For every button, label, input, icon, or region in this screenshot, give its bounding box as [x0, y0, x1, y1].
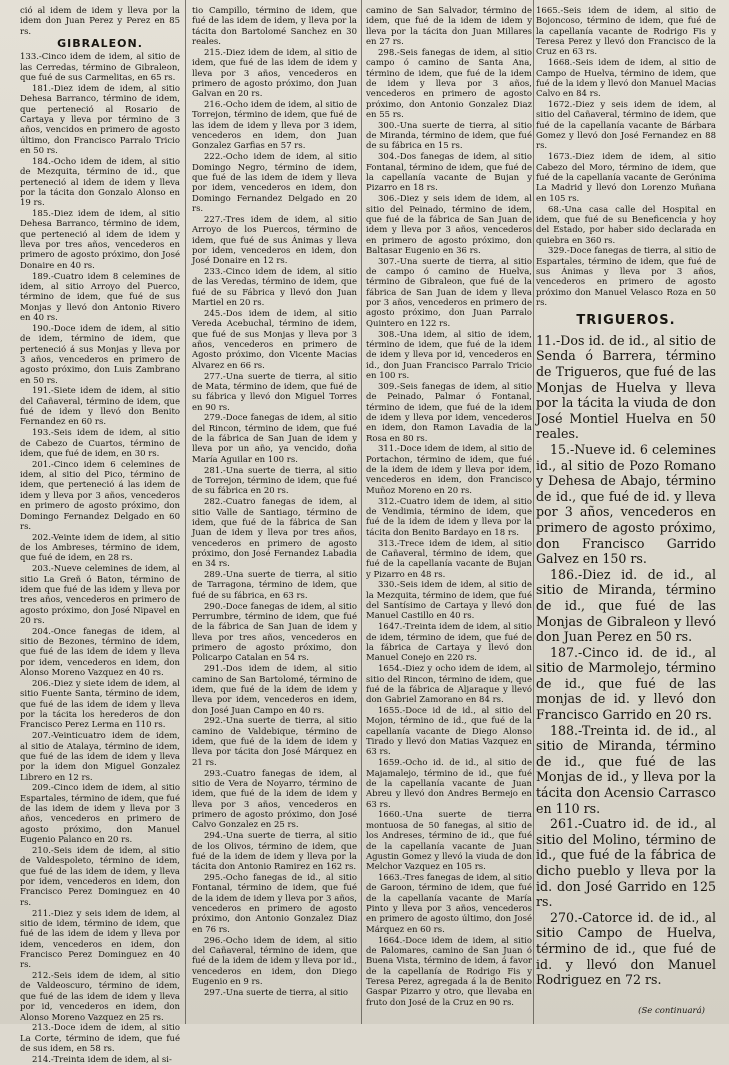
property-listing: 329.-Doce fanegas de tierra, al sitio de Espartales, término de idem, que fué de sus Ánimas y lleva por 3 años, vencederos en primero de agosto próximo don Manuel Velasco Roza en 50 rs.	[536, 246, 716, 309]
property-listing: 201.-Cinco idem 6 celemines de idem, al sitio del Pico, término de idem, que perteneció á las idem de idem y lleva por 3 años, vencederos en primero de agosto próximo, don Domingo Fernandez Delgado en 60 rs.	[20, 459, 180, 532]
property-listing: 1660.-Una suerte de tierra montuosa de 50 fanegas, al sitio de los Andreses, término de id., que fué de la capellanía vacante de Juan Agustin Gomez y llevó la viuda de don Melchor Vazquez en 105 rs.	[366, 810, 532, 873]
property-listing: 313.-Trece idem de idem, al sitio de Cañaveral, término de idem, que fué de la capellanía vacante de Bujan y Pizarro en 48 rs.	[366, 538, 532, 580]
listing-group-large	[536, 333, 716, 988]
property-listing: 211.-Diez y seis idem de idem, al sitio de idem, término de idem, que fué de las idem de idem y lleva por idem, vencederos en idem, don Francisco Perez Dominguez en 40 rs.	[20, 908, 180, 971]
column-rule	[533, 0, 534, 1024]
property-listing: 207.-Veinticuatro idem de idem, al sitio de Atalaya, término de idem, que fué de las idem de idem y lleva por la idem don Miguel Gonzalez Librero en 12 rs.	[20, 731, 180, 783]
property-listing: 291.-Dos idem de idem, al sitio camino de San Bartolomé, término de idem, que fué de la idem de idem y lleva por idem, vencederos en idem, don José Juan Campo en 40 rs.	[192, 664, 357, 716]
property-listing: 292.-Una suerte de tierra, al sitio camino de Valdebique, término de idem, que fué de la idem de idem y lleva por tácita don José Márquez en 21 rs.	[192, 716, 357, 768]
property-listing: 306.-Diez y seis idem de idem, al sitio del Peinado, término de idem, que fué de la fábrica de San Juan de idem y lleva por 3 años, vencederos en primero de agosto próximo, don Baltasar Eugenio en 36 rs.	[366, 194, 532, 256]
property-listing: 293.-Cuatro fanegas de idem, al sitio de Vera de Noyarro, término de idem, que fué de la idem de idem y lleva por 3 años, vencederos en primero de agosto próximo, don José Calvo Gonzalez en 25 rs.	[192, 768, 357, 831]
property-listing: 186.-Diez id. de id., al sitio de Miranda, término de id., que fué de las Monjas de Gibraleon y llevó don Juan Perez en 50 rs.	[536, 566, 716, 645]
property-listing: 215.-Diez idem de idem, al sitio de idem, que fué de las idem de idem y lleva por 3 años, vencederos en primero de agosto próximo, don Juan Galvan en 20 rs.	[192, 47, 357, 100]
property-listing: 261.-Cuatro id. de id., al sitio del Molino, término de id., que fué de la fábrica de dicho pueblo y lleva por la id. don José Garrido en 125 rs.	[536, 816, 716, 910]
property-listing: 191.-Siete idem de idem, al sitio del Cañaveral, término de idem, que fué de idem y llevó don Benito Fernandez en 60 rs.	[20, 386, 180, 428]
property-listing: 1664.-Doce idem de idem, al sitio de Palomares, camino de San Juan ó Buena Vista, término de idem, á favor de la capellanía de Rodrigo Fis y Teresa Perez, agregada á la de Benito Gaspar Pizarro y otro, que llevaba en fruto don José de la Cruz en 90 rs.	[366, 935, 532, 1008]
property-listing: 1659.-Ocho id. de id., al sitio de Majamalejo, término de id., que fué de la capellanía vacante de Juan Abreu y llevó don Andres Bermejo en 63 rs.	[366, 758, 532, 810]
property-listing: 203.-Nueve celemines de idem, al sitio La Greñ ó Baton, término de idem que fué de las idem y lleva por tres años, vencederos en primero de agosto próximo, don José Nipavel en 20 rs.	[20, 564, 180, 626]
property-listing: 15.-Nueve id. 6 celemines id., al sitio de Pozo Romano y Dehesa de Abajo, término de id., que fué de id. y lleva por 3 años, vencederos en primero de agosto próximo, don Francisco Garrido Galvez en 150 rs.	[536, 441, 716, 567]
property-listing: 1654.-Diez y ocho idem de idem, al sitio del Rincon, término de idem, que fué de la fábrica de Aljaraque y llevó don Gabriel Zamorano en 84 rs.	[366, 664, 532, 706]
property-listing: 189.-Cuatro idem 8 celemines de idem, al sitio Arroyo del Puerco, término de idem, que fué de sus Monjas y llevó don Antonio Rivero en 40 rs.	[20, 271, 180, 323]
column-rule	[185, 0, 186, 1024]
property-listing: 1663.-Tres fanegas de idem, al sitio de Garoon, término de idem, que fué de la capellanía vacante de María Pinto y lleva por 3 años, vencederos en primero de agosto último, don José Márquez en 60 rs.	[366, 873, 532, 935]
property-listing: 330.-Seis idem de idem, al sitio de la Mezquita, término de idem, que fué del Santísimo de Cartaya y llevó don Manuel Castillo en 40 rs.	[366, 580, 532, 622]
section-heading-trigueros: TRIGUEROS.	[576, 313, 676, 329]
property-listing: 309.-Seis fanegas de idem, al sitio de Peinado, Palmar ó Fontanal, término de idem, que fué de la idem de idem y lleva por idem, vencederos en idem, don Ramon Lavadia de la Rosa en 80 rs.	[366, 381, 532, 444]
property-listing: 277.-Una suerte de tierra, al sitio de Mata, término de idem, que fué de su fábrica y llevó don Miguel Torres en 90 rs.	[192, 371, 357, 413]
property-listing: 190.-Doce idem de idem, al sitio de idem, término de idem, que perteneció á sus Monjas y lleva por 3 años, vencederos en primero de agosto próximo, don Luis Zambrano en 50 rs.	[20, 323, 180, 386]
column-2	[192, 6, 357, 1018]
property-listing: tio Campillo, término de idem, que fué de las idem de idem, y lleva por la tácita don Bartolomé Sanchez en 30 reales.	[192, 6, 357, 48]
property-listing: 300.-Una suerte de tierra, al sitio de Miranda, término de idem, que fué de su fábrica en 15 rs.	[366, 120, 532, 152]
continuation-text: ció al idem de idem y lleva por la idem don Juan Perez y Perez en 85 rs.	[20, 6, 180, 37]
property-listing: 304.-Dos fanegas de idem, al sitio Fontanal, término de idem, que fué de la capellanía vacante de Bujan y Pizarro en 18 rs.	[366, 152, 532, 194]
property-listing: 213.-Doce idem de idem, al sitio La Corte, término de idem, que fué de sus idem, en 58 rs.	[20, 1023, 180, 1055]
property-listing: 289.-Una suerte de tierra, al sitio de Tarragona, término de idem, que fué de su fábrica, en 63 rs.	[192, 570, 357, 601]
property-listing: 188.-Treinta id. de id., al sitio de Miranda, término de id., que fué de las Monjas de id., y lleva por la tácita don Acensio Carrasco en 110 rs.	[536, 722, 716, 816]
property-listing: 202.-Veinte idem de idem, al sitio de los Ambreses, término de idem, que fué de idem, en 28 rs.	[20, 532, 180, 564]
property-listing: 295.-Ocho fanegas de id., al sitio Fontanal, término de idem, que fué de la idem de idem y lleva por 3 años, vencederos en primero de agosto próximo, don Antonio Gonzalez Diaz en 76 rs.	[192, 873, 357, 935]
column-4	[536, 6, 716, 1018]
property-listing: 282.-Cuatro fanegas de idem, al sitio Valle de Santiago, término de idem, que fué de la fábrica de San Juan de idem y lleva por tres años, vencederos en primero de agosto próximo, don José Fernandez Labadia en 34 rs.	[192, 497, 357, 570]
property-listing: 298.-Seis fanegas de idem, al sitio campo ó camino de Santa Ana, término de idem, que fué de la idem de idem y lleva por 3 años, vencederos en primero de agosto próximo, don Antonio Gonzalez Diaz en 55 rs.	[366, 47, 532, 120]
property-listing: 216.-Ocho idem de idem, al sitio de Torrejon, término de idem, que fué de las idem de idem y lleva por 3 idem, vencederos en idem, don Juan Gonzalez Garfias en 57 rs.	[192, 100, 357, 152]
property-listing: 68.-Una casa calle del Hospital en idem, que fué de su Beneficencia y hoy del Estado, por haber sido declarada en quiebra en 360 rs.	[536, 204, 716, 246]
property-listing: 270.-Catorce id. de id., al sitio Campo de Huelva, término de id., que fué de id. y llevó don Manuel Rodriguez en 72 rs.	[536, 909, 716, 988]
property-listing: 1655.-Doce id de id., al sitio del Mojon, término de id., que fué de la capellanía vacante de Diego Alonso Tirado y llevó don Matias Vazquez en 63 rs.	[366, 706, 532, 758]
property-listing: 308.-Una idem, al sitio de idem, término de idem, que fué de la idem de idem y lleva por id, vencederos en id., don Juan Francisco Parralo Tricio en 100 rs.	[366, 329, 532, 382]
property-listing: 214.-Treinta idem de idem, al si-	[32, 1054, 172, 1065]
property-listing: 279.-Doce fanegas de idem, al sitio del Rincon, término de idem, que fué de la fábrica de San Juan de idem y lleva por un año, ya vencido, doña María Aguilar en 100 rs.	[192, 413, 357, 465]
continued-note: (Se continuará)	[638, 1006, 705, 1016]
property-listing: 133.-Cinco idem de idem, al sitio de las Cerredas, término de Gibraleon, que fué de sus Carmelitas, en 65 rs.	[20, 52, 180, 84]
property-listing: 185.-Diez idem de idem, al sitio Dehesa Barranco, término de idem, que perteneció al idem de idem y lleva por tres años, vencederos en primero de agosto próximo, don José Donaire en 40 rs.	[20, 209, 180, 271]
listing-group	[20, 52, 180, 1065]
property-listing: 227.-Tres idem de idem, al sitio Arroyo de los Puercos, término de idem, que fué de sus Ánimas y lleva por idem, vencederos en idem, don José Donaire en 12 rs.	[192, 214, 357, 267]
property-listing: 307.-Una suerte de tierra, al sitio de campo ó camino de Huelva, término de Gibraleon, que fué de la fábrica de San Juan de idem y lleva por 3 años, vencederos en primero de agosto próximo, don Juan Parralo Quintero en 122 rs.	[366, 256, 532, 329]
property-listing: 204.-Once fanegas de idem, al sitio de Bezones, término de idem, que fué de las idem de idem y lleva por idem, vencederos en idem, don Alonso Moreno Vazquez en 40 rs.	[20, 626, 180, 679]
property-listing: 1672.-Diez y seis idem de idem, al sitio del Cañaveral, término de idem, que fué de la capellanía vacante de Bárbara Gomez y llevó don José Fernandez en 88 rs.	[536, 100, 716, 152]
property-listing: 212.-Seis idem de idem, al sitio de Valdeoscuro, término de idem, que fué de las idem de idem y lleva por id, vencederos en idem, don Alonso Moreno Vazquez en 25 rs.	[20, 971, 180, 1023]
column-3	[366, 6, 532, 1018]
section-heading-gibraleon: GIBRALEON.	[57, 37, 143, 51]
listing-group	[192, 6, 357, 998]
property-listing: 281.-Una suerte de tierra, al sitio de Torrejon, término de idem, que fué de su fábrica en 20 rs.	[192, 465, 357, 497]
property-listing: 187.-Cinco id. de id., al sitio de Marmolejo, término de id., que fué de las monjas de id. y llevó don Francisco Garrido en 20 rs.	[536, 644, 716, 723]
property-listing: 1647.-Treinta idem de idem, al sitio de idem, término de idem, que fué de la fábrica de Cartaya y llevó don Manuel Conejo en 220 rs.	[366, 622, 532, 664]
property-listing: 193.-Seis idem de idem, al sitio de Cabezo de Cuartos, término de idem, que fué de idem, en 30 rs.	[20, 428, 180, 459]
property-listing: 245.-Dos idem de idem, al sitio Vereda Acebuchal, término de idem, que fué de sus Monjas y lleva por 3 años, vencederos en primero de Agosto próximo, don Vicente Macias Alvarez en 66 rs.	[192, 308, 357, 371]
property-listing: 1668.-Seis idem de idem, al sitio de Campo de Huelva, término de idem, que fué de la idem y llevó don Manuel Macias Calvo en 84 rs.	[536, 58, 716, 100]
property-listing: 1673.-Diez idem de idem, al sitio Cabezo del Moro, término de idem, que fué de la capellanía vacante de Gerónima La Madrid y llevó don Lorenzo Muñana en 105 rs.	[536, 152, 716, 204]
property-listing: 290.-Doce fanegas de idem, al sitio Perrumbre, término de idem, que fué de la fábrica de San Juan de idem y lleva por tres años, vencederos en primero de agosto próximo, don Policarpo Catalan en 54 rs.	[192, 601, 357, 664]
column-rule	[361, 0, 362, 1024]
property-listing: 312.-Cuatro idem de idem, al sitio de Vendimia, término de idem, que fué de la idem de idem y lleva por la tácita don Benito Bardayo en 18 rs.	[366, 496, 532, 538]
listing-group	[536, 6, 716, 308]
property-listing: 11.-Dos id. de id., al sitio de Senda ó Barrera, término de Trigueros, que fué de las Monjas de Huelva y lleva por la tácita la viuda de don José Montiel Huelva en 50 reales.	[536, 332, 716, 442]
property-listing: 296.-Ocho idem de idem, al sitio del Cañaveral, término de idem, que fué de la idem de idem y lleva por id., vencederos en idem, don Diego Eugenio en 9 rs.	[192, 935, 357, 987]
property-listing: 311.-Doce idem de idem, al sitio de Portachon, término de idem, que fué de la idem de idem y lleva por idem, vencederos en idem, don Francisco Muñoz Moreno en 20 rs.	[366, 444, 532, 496]
property-listing: 210.-Seis idem de idem, al sitio de Valdespoleto, término de idem, que fué de las idem de idem, y lleva por idem, vencederos en idem, don Francisco Perez Dominguez en 40 rs.	[20, 846, 180, 908]
property-listing: 206.-Diez y siete idem de idem, al sitio Fuente Santa, término de idem, que fué de las idem de idem y lleva por la tácita los herederos de don Francisco Perez Lerma en 110 rs.	[20, 679, 180, 731]
property-listing: 181.-Diez idem de idem, al sitio Dehesa Barranco, término de idem, que perteneció al Rosario de Cartaya y lleva por término de 3 años, vencidos en primero de agosto último, don Francisco Parralo Tricio en 50 rs.	[20, 83, 180, 156]
property-listing: camino de San Salvador, término de idem, que fué de la idem de idem y lleva por la tácita don Juan Millares en 27 rs.	[366, 6, 532, 48]
column-1	[20, 6, 180, 1065]
property-listing: 1665.-Seis idem de idem, al sitio de Bojoncoso, término de idem, que fué de la capellanía vacante de Rodrigo Fis y Teresa Perez y llevó don Francisco de la Cruz en 63 rs.	[536, 6, 716, 58]
property-listing: 233.-Cinco idem de idem, al sitio de las Veredas, término de idem, que fué de su Fábrica y llevó don Juan Martiel en 20 rs.	[192, 267, 357, 309]
property-listing: 222.-Ocho idem de idem, al sitio Domingo Negro, término de idem, que fué de las idem de idem y lleva por idem, vencederos en idem, don Domingo Fernandez Delgado en 20 rs.	[192, 152, 357, 215]
property-listing: 294.-Una suerte de tierra, al sitio de los Olivos, término de idem, que fué de la idem de idem y lleva por la tácita don Antonio Ramirez en 162 rs.	[192, 831, 357, 873]
property-listing: 184.-Ocho idem de idem, al sitio de Mezquita, término de id., que perteneció al idem de idem y lleva por la tácita don Gonzalo Alonso en 19 rs.	[20, 156, 180, 209]
listing-group	[366, 6, 532, 1008]
property-listing: 297.-Una suerte de tierra, al sitio	[204, 987, 349, 998]
property-listing: 209.-Cinco idem de idem, al sitio Espartales, término de idem, que fué de las idem de idem y lleva por 3 años, vencederos en primero de agosto próximo, don Manuel Eugenio Palanco en 20 rs.	[20, 783, 180, 846]
